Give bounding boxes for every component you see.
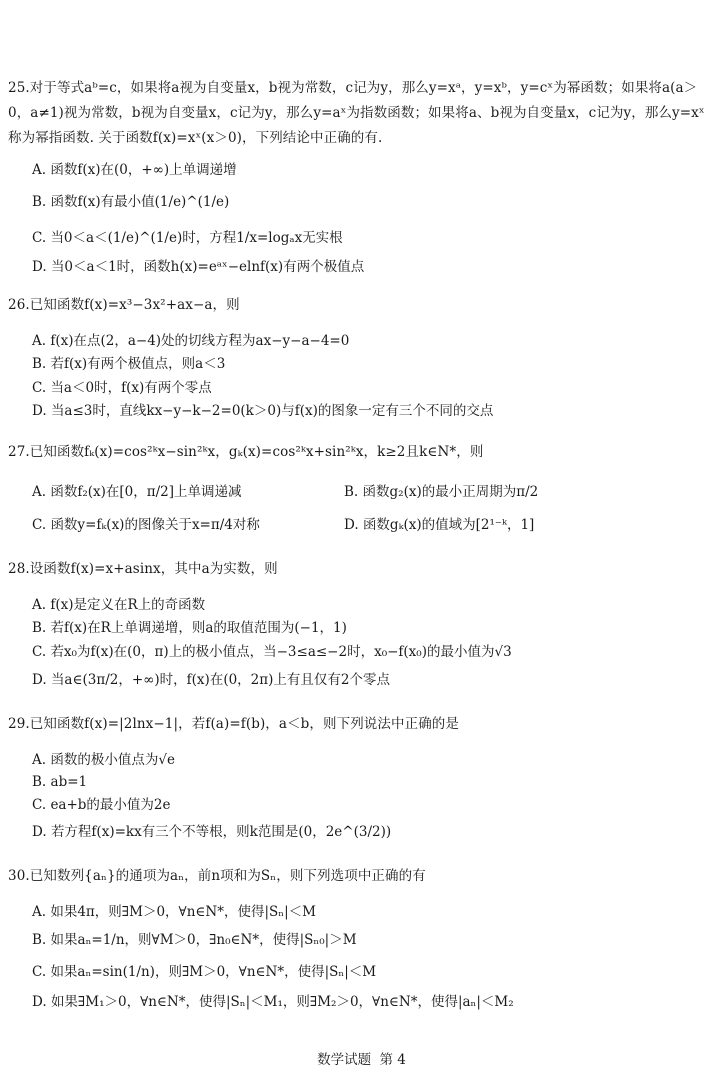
option-text: 函数g₂(x)的最小正周期为π/2 bbox=[362, 484, 539, 500]
option-label: D. bbox=[32, 403, 47, 419]
option-b bbox=[32, 618, 347, 638]
option-c bbox=[32, 228, 343, 248]
problem-27 bbox=[8, 440, 708, 465]
option-text: f(x)在点(2，a−4)处的切线方程为ax−y−a−4=0 bbox=[50, 333, 350, 349]
option-label: A. bbox=[32, 333, 47, 349]
option-b bbox=[32, 930, 357, 950]
option-b bbox=[32, 192, 229, 212]
option-c bbox=[32, 642, 512, 662]
option-label: B. bbox=[344, 484, 359, 500]
page-footer bbox=[0, 1048, 723, 1068]
problem-number: 26. bbox=[8, 297, 30, 313]
problem-25 bbox=[8, 76, 708, 151]
problem-text: 已知数列{aₙ}的通项为aₙ，前n项和为Sₙ，则下列选项中正确的有 bbox=[29, 868, 426, 884]
option-d bbox=[32, 401, 493, 421]
option-text: 若方程f(x)=kx有三个不等根，则k范围是(0，2e^(3/2)) bbox=[50, 824, 392, 840]
option-label: C. bbox=[32, 380, 47, 396]
option-text: 当0＜a＜1时，函数h(x)=eᵃˣ−elnf(x)有两个极值点 bbox=[50, 259, 365, 275]
option-label: C. bbox=[32, 644, 47, 660]
problem-29 bbox=[8, 712, 708, 737]
option-text: ea+b的最小值为2e bbox=[50, 797, 171, 813]
option-d bbox=[344, 515, 534, 535]
option-label: C. bbox=[32, 230, 47, 246]
option-text: 如果aₙ=sin(1/n)，则∃M＞0，∀n∈N*，使得|Sₙ|＜M bbox=[50, 964, 377, 980]
option-text: 如果∃M₁＞0，∀n∈N*，使得|Sₙ|＜M₁，则∃M₂＞0，∀n∈N*，使得|aₙ|＜M₂ bbox=[50, 994, 514, 1010]
option-label: A. bbox=[32, 162, 47, 178]
problem-30 bbox=[8, 864, 708, 889]
footer-title: 数学试题 bbox=[317, 1052, 372, 1068]
option-label: B. bbox=[32, 620, 47, 636]
option-label: B. bbox=[32, 194, 47, 210]
option-text: 当0＜a＜(1/e)^(1/e)时，方程1/x=logₐx无实根 bbox=[50, 230, 343, 246]
option-label: D. bbox=[32, 672, 47, 688]
option-text: 若f(x)在R上单调递增，则a的取值范围为(−1，1) bbox=[50, 620, 347, 636]
problem-text: 已知函数f(x)=|2lnx−1|，若f(a)=f(b)，a＜b，则下列说法中正确的是 bbox=[29, 716, 460, 732]
option-d bbox=[32, 257, 364, 277]
problem-stem bbox=[8, 864, 708, 889]
option-c bbox=[32, 795, 171, 815]
option-a bbox=[32, 750, 175, 770]
option-a bbox=[32, 482, 242, 502]
option-d bbox=[32, 822, 391, 842]
problem-stem bbox=[8, 293, 708, 318]
problem-number: 25. bbox=[8, 80, 30, 96]
option-label: B. bbox=[32, 356, 47, 372]
problem-number: 30. bbox=[8, 868, 30, 884]
problem-text: 已知函数fₖ(x)=cos²ᵏx−sin²ᵏx，gₖ(x)=cos²ᵏx+sin²ᵏx，k≥2且k∈N*，则 bbox=[29, 444, 484, 460]
option-text: 函数f(x)在(0，+∞)上单调递增 bbox=[50, 162, 237, 178]
problem-number: 27. bbox=[8, 444, 30, 460]
option-b bbox=[344, 482, 538, 502]
problem-number: 28. bbox=[8, 561, 30, 577]
problem-text: 设函数f(x)=x+asinx，其中a为实数，则 bbox=[29, 561, 278, 577]
option-c bbox=[32, 378, 212, 398]
option-text: 若f(x)有两个极值点，则a＜3 bbox=[50, 356, 226, 372]
footer-page: 第 4 bbox=[379, 1052, 406, 1068]
option-label: B. bbox=[32, 774, 47, 790]
option-c bbox=[32, 962, 376, 982]
option-label: D. bbox=[32, 824, 47, 840]
option-text: 函数f₂(x)在[0，π/2]上单调递减 bbox=[50, 484, 242, 500]
option-text: 若x₀为f(x)在(0，π)上的极小值点，当−3≤a≤−2时，x₀−f(x₀)的最小值为√3 bbox=[50, 644, 512, 660]
option-d bbox=[32, 992, 514, 1012]
option-b bbox=[32, 354, 225, 374]
option-c bbox=[32, 515, 260, 535]
problem-text: 对于等式aᵇ=c，如果将a视为自变量x，b视为常数，c记为y，那么y=xᵃ，y=xᵇ，y=cˣ为幂函数；如果将a(a＞0，a≠1)视为常数，b视为自变量x，c记为y，那么y=aˣ为指数函数；如果将a、b视为自变量x，c记为y，那么y=xˣ称为幂指函数. 关于函数f(x)=xˣ(x＞0)，下列结论中正确的有. bbox=[8, 80, 705, 146]
option-a bbox=[32, 595, 205, 615]
option-text: 当a≤3时，直线kx−y−k−2=0(k＞0)与f(x)的图象一定有三个不同的交点 bbox=[50, 403, 494, 419]
option-text: 函数gₖ(x)的值域为[2¹⁻ᵏ，1] bbox=[362, 517, 535, 533]
option-text: 如果4π，则∃M＞0，∀n∈N*，使得|Sₙ|＜M bbox=[50, 904, 316, 920]
problem-text: 已知函数f(x)=x³−3x²+ax−a，则 bbox=[29, 297, 240, 313]
option-label: D. bbox=[344, 517, 359, 533]
option-label: A. bbox=[32, 904, 47, 920]
option-text: 函数f(x)有最小值(1/e)^(1/e) bbox=[50, 194, 230, 210]
problem-number: 29. bbox=[8, 716, 30, 732]
option-label: C. bbox=[32, 964, 47, 980]
option-label: C. bbox=[32, 517, 47, 533]
option-a bbox=[32, 902, 316, 922]
option-text: f(x)是定义在R上的奇函数 bbox=[50, 597, 206, 613]
option-a bbox=[32, 160, 237, 180]
problem-stem bbox=[8, 76, 708, 151]
option-label: B. bbox=[32, 932, 47, 948]
option-label: A. bbox=[32, 484, 47, 500]
option-a bbox=[32, 331, 349, 351]
option-text: 当a∈(3π/2，+∞)时，f(x)在(0，2π)上有且仅有2个零点 bbox=[50, 672, 390, 688]
option-label: D. bbox=[32, 259, 47, 275]
option-d bbox=[32, 670, 390, 690]
option-label: D. bbox=[32, 994, 47, 1010]
option-text: 函数y=fₖ(x)的图像关于x=π/4对称 bbox=[50, 517, 260, 533]
problem-stem bbox=[8, 440, 708, 465]
problem-28 bbox=[8, 557, 708, 582]
problem-stem bbox=[8, 557, 708, 582]
option-text: 函数的极小值点为√e bbox=[50, 752, 175, 768]
option-label: A. bbox=[32, 752, 47, 768]
option-text: 如果aₙ=1/n，则∀M＞0，∃n₀∈N*，使得|Sₙ₀|＞M bbox=[50, 932, 357, 948]
problem-26 bbox=[8, 293, 708, 318]
option-text: ab=1 bbox=[50, 774, 88, 790]
option-label: A. bbox=[32, 597, 47, 613]
option-text: 当a＜0时，f(x)有两个零点 bbox=[50, 380, 212, 396]
problem-stem bbox=[8, 712, 708, 737]
option-label: C. bbox=[32, 797, 47, 813]
option-b bbox=[32, 772, 87, 792]
